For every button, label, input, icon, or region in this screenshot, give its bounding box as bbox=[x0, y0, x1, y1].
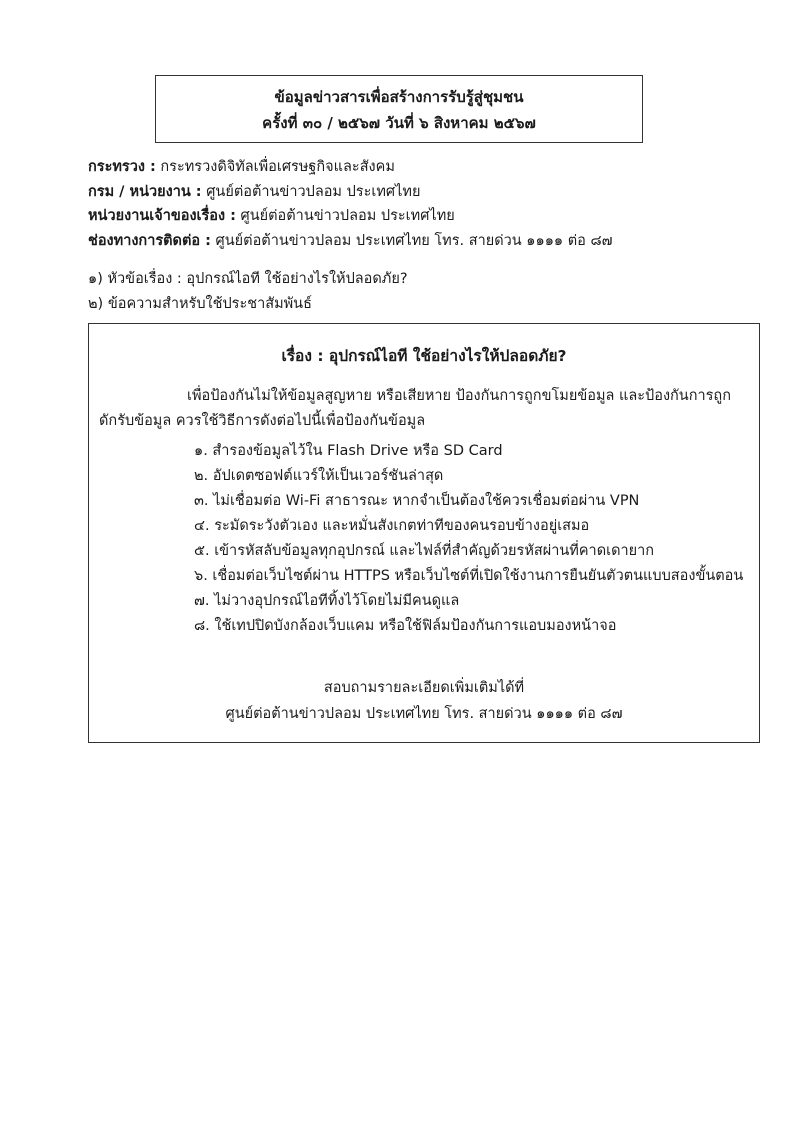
department-row bbox=[88, 180, 768, 205]
ministry-label: กระทรวง : bbox=[88, 159, 156, 175]
contact-value: ศูนย์ต่อต้านข่าวปลอม ประเทศไทย โทร. สายด่วน ๑๑๑๑ ต่อ ๘๗ bbox=[215, 232, 613, 249]
owner-label: หน่วยงานเจ้าของเรื่อง : bbox=[88, 208, 236, 224]
intro-paragraph bbox=[99, 384, 751, 434]
department-label: กรม / หน่วยงาน : bbox=[88, 183, 202, 200]
steps-list bbox=[194, 439, 754, 639]
issue-line: ครั้งที่ ๓๐ / ๒๕๖๗ วันที่ ๖ สิงหาคม ๒๕๖๗ bbox=[262, 114, 536, 132]
footer-line-2: ศูนย์ต่อต้านข่าวปลอม ประเทศไทย โทร. สายด่วน ๑๑๑๑ ต่อ ๘๗ bbox=[225, 706, 623, 722]
subject-line: ๑) หัวข้อเรื่อง : อุปกรณ์ไอที ใช้อย่างไรให้ปลอดภัย? bbox=[88, 271, 408, 287]
intro-line-2: ดักรับข้อมูล ควรใช้วิธีการดังต่อไปนี้เพื่อป้องกันข้อมูล bbox=[99, 413, 426, 429]
announcement-box bbox=[88, 323, 760, 743]
ministry-row bbox=[88, 155, 768, 180]
list-item: ๕. เข้ารหัสลับข้อมูลทุกอุปกรณ์ และไฟล์ที่สำคัญด้วยรหัสผ่านที่คาดเดายาก bbox=[194, 543, 655, 559]
footer-line-1: สอบถามรายละเอียดเพิ่มเติมได้ที่ bbox=[323, 680, 525, 696]
message-line: ๒) ข้อความสำหรับใช้ประชาสัมพันธ์ bbox=[88, 295, 312, 312]
header-box bbox=[155, 75, 643, 143]
list-item: ๓. ไม่เชื่อมต่อ Wi-Fi สาธารณะ หากจำเป็นต้องใช้ควรเชื่อมต่อผ่าน VPN bbox=[194, 493, 640, 509]
list-item: ๑. สำรองข้อมูลไว้ใน Flash Drive หรือ SD Card bbox=[194, 443, 503, 459]
announcement-title: เรื่อง : อุปกรณ์ไอที ใช้อย่างไรให้ปลอดภัย? bbox=[281, 347, 567, 365]
contact-label: ช่องทางการติดต่อ : bbox=[88, 232, 211, 249]
ministry-value: กระทรวงดิจิทัลเพื่อเศรษฐกิจและสังคม bbox=[160, 159, 395, 175]
intro-line-1: เพื่อป้องกันไม่ให้ข้อมูลสูญหาย หรือเสียหาย ป้องกันการถูกขโมยข้อมูล และป้องกันการถูก bbox=[187, 388, 731, 404]
owner-value: ศูนย์ต่อต้านข่าวปลอม ประเทศไทย bbox=[240, 208, 455, 224]
department-value: ศูนย์ต่อต้านข่าวปลอม ประเทศไทย bbox=[206, 183, 421, 200]
list-item: ๒. อัปเดตซอฟต์แวร์ให้เป็นเวอร์ชันล่าสุด bbox=[194, 468, 444, 484]
list-item: ๖. เชื่อมต่อเว็บไซต์ผ่าน HTTPS หรือเว็บไซต์ที่เปิดใช้งานการยืนยันตัวตนแบบสองขั้นตอน bbox=[194, 568, 744, 584]
owner-row bbox=[88, 204, 768, 229]
document-metadata bbox=[88, 155, 768, 253]
contact-footer bbox=[89, 675, 759, 727]
list-item: ๔. ระมัดระวังตัวเอง และหมั่นสังเกตท่าทีของคนรอบข้างอยู่เสมอ bbox=[194, 518, 590, 534]
document-title: ข้อมูลข่าวสารเพื่อสร้างการรับรู้สู่ชุมชน bbox=[274, 88, 524, 106]
list-item: ๘. ใช้เทปปิดบังกล้องเว็บแคม หรือใช้ฟิล์มป้องกันการแอบมองหน้าจอ bbox=[194, 618, 617, 634]
topics-section bbox=[88, 267, 768, 316]
list-item: ๗. ไม่วางอุปกรณ์ไอทีทิ้งไว้โดยไม่มีคนดูแล bbox=[194, 593, 460, 609]
contact-row bbox=[88, 229, 768, 254]
